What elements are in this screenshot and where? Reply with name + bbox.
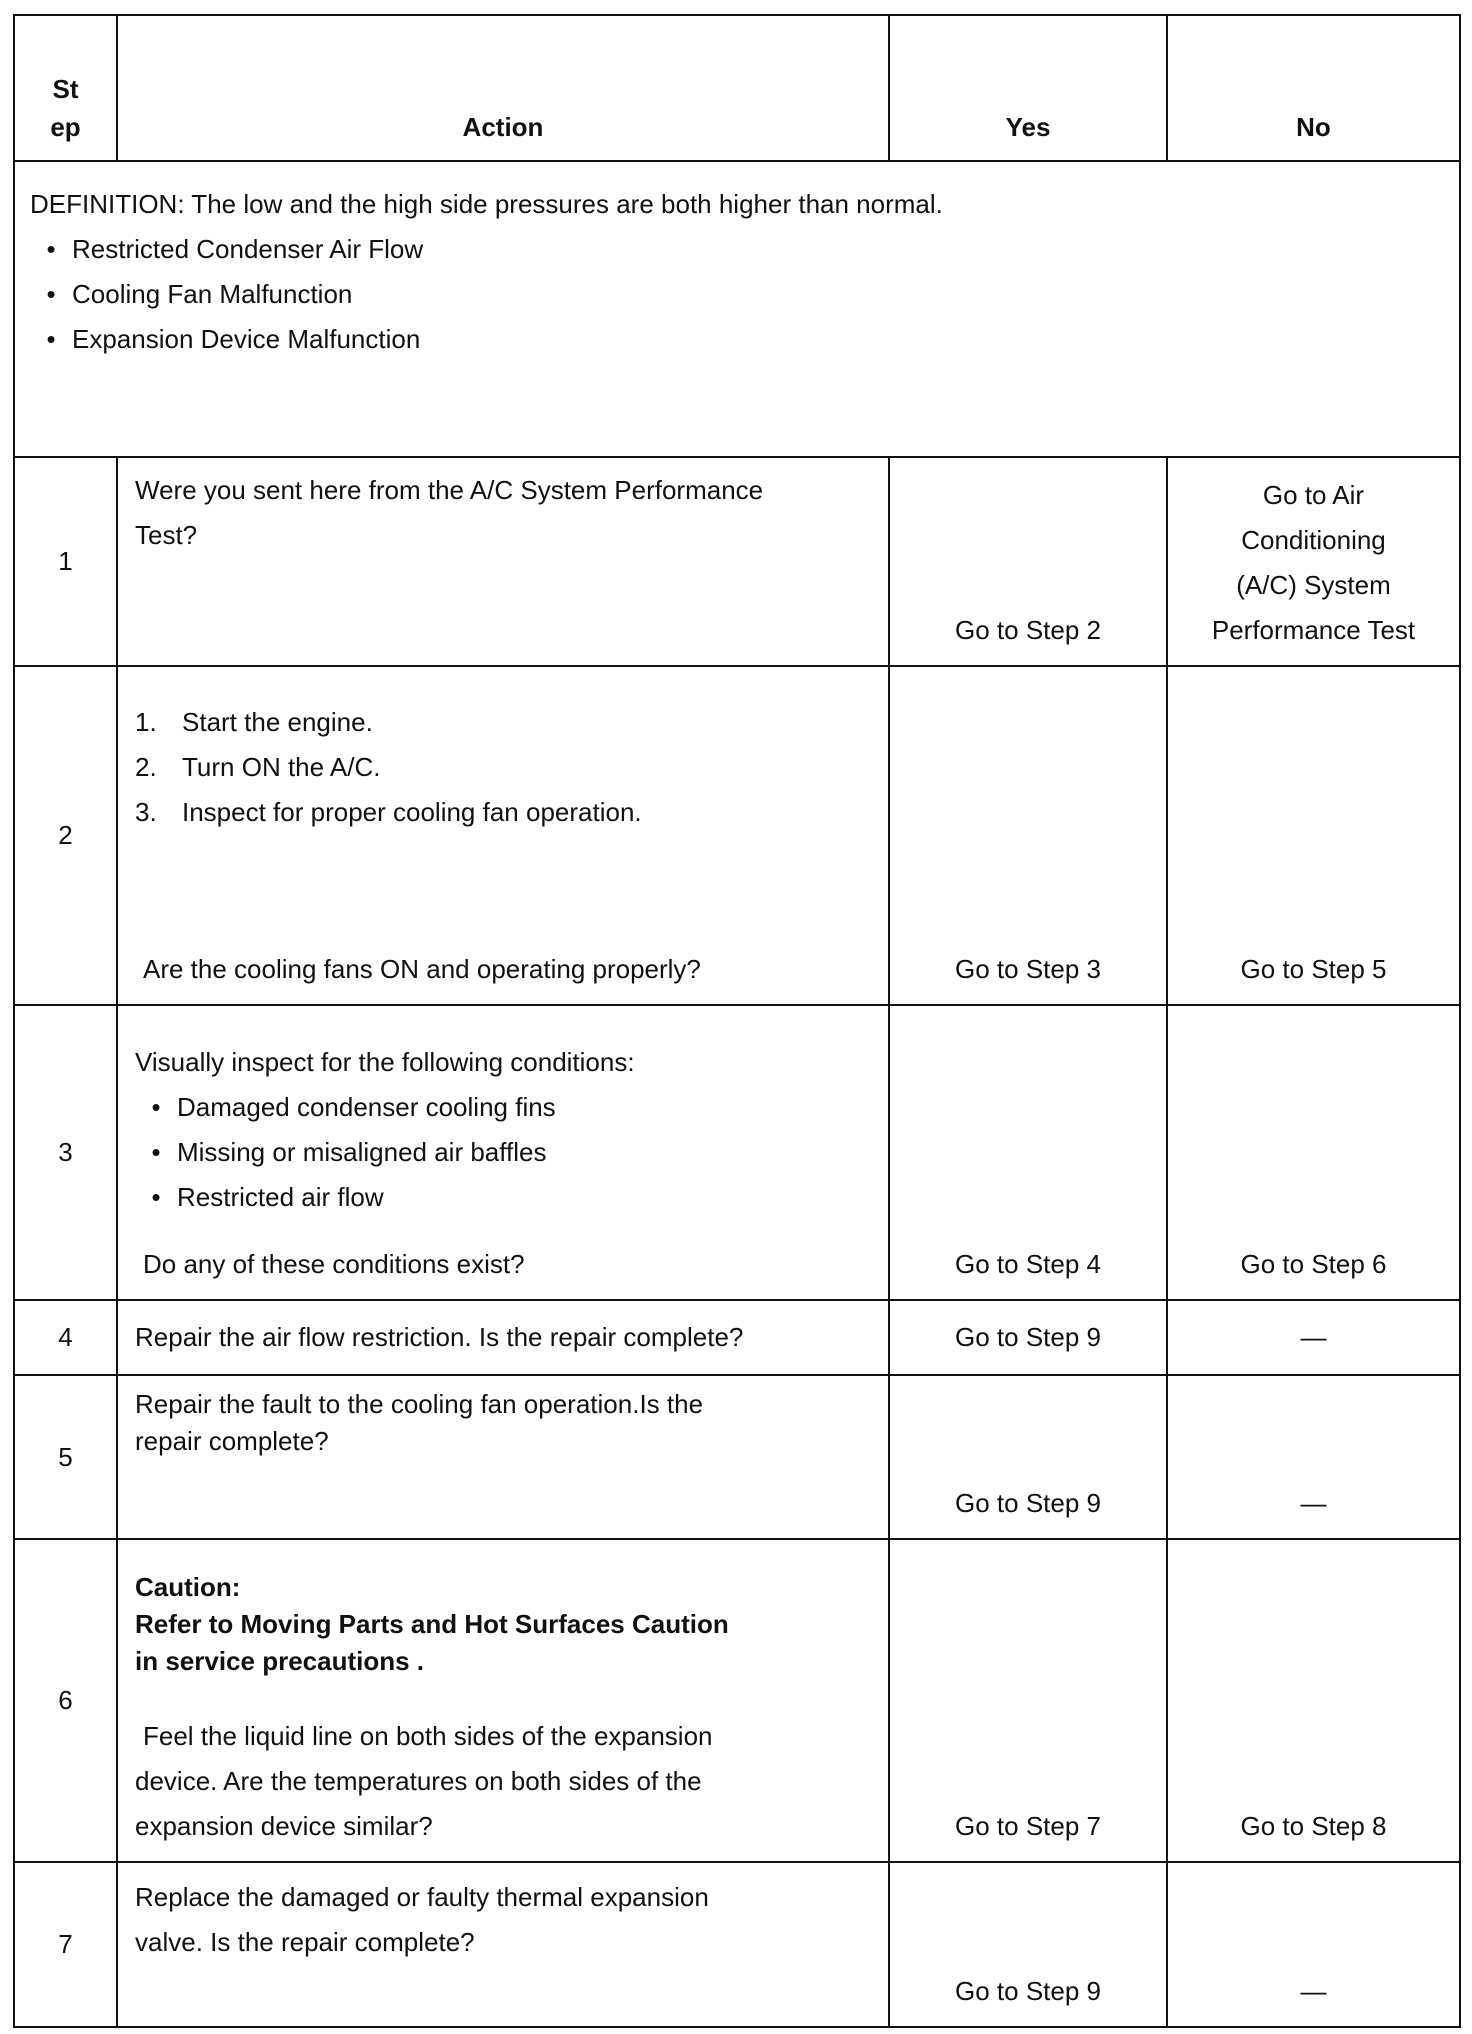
condition-bullet: • Damaged condenser cooling fins	[135, 1085, 798, 1130]
definition-text: DEFINITION: The low and the high side pressures are both higher than normal.	[30, 189, 943, 219]
action-cell	[117, 1375, 889, 1539]
step-row-1	[14, 457, 1460, 666]
action-line: Test?	[135, 520, 198, 550]
header-yes: Yes	[889, 15, 1167, 161]
condition-bullet: • Restricted air flow	[135, 1175, 798, 1220]
yes-cell: Go to Step 4	[889, 1005, 1167, 1300]
no-line: (A/C) System	[1236, 570, 1391, 600]
header-step	[14, 15, 117, 161]
header-row	[14, 15, 1460, 161]
list-item-number: 2.	[135, 752, 157, 782]
action-line: device. Are the temperatures on both sides of the	[135, 1766, 702, 1796]
definition-bullet: • Expansion Device Malfunction	[30, 317, 1444, 362]
definition-bullet: • Restricted Condenser Air Flow	[30, 227, 1444, 272]
step-number: 6	[14, 1539, 117, 1862]
header-step-line2: ep	[50, 112, 81, 142]
step-number: 1	[14, 457, 117, 666]
header-step-line1: St	[52, 74, 79, 104]
list-item-text: Inspect for proper cooling fan operation.	[182, 797, 642, 827]
yes-cell: Go to Step 2	[889, 457, 1167, 666]
list-item-text: Turn ON the A/C.	[182, 752, 381, 782]
action-line: Replace the damaged or faulty thermal expansion	[135, 1882, 709, 1912]
condition-text: Restricted air flow	[177, 1182, 384, 1212]
action-cell: Repair the air flow restriction. Is the repair complete?	[117, 1300, 889, 1375]
step-number: 2	[14, 666, 117, 1005]
step-row-3	[14, 1005, 1460, 1300]
list-item-number: 3.	[135, 797, 157, 827]
step-row-2	[14, 666, 1460, 1005]
yes-cell: Go to Step 9	[889, 1862, 1167, 2027]
action-cell	[117, 1862, 889, 2027]
list-item-text: Start the engine.	[182, 707, 373, 737]
yes-cell: Go to Step 7	[889, 1539, 1167, 1862]
step-number: 5	[14, 1375, 117, 1539]
definition-bullet-text: Expansion Device Malfunction	[72, 324, 421, 354]
numbered-list	[135, 700, 798, 835]
step-number: 4	[14, 1300, 117, 1375]
header-no: No	[1167, 15, 1460, 161]
list-item-number: 1.	[135, 707, 157, 737]
step-row-6	[14, 1539, 1460, 1862]
condition-bullet: • Missing or misaligned air baffles	[135, 1130, 798, 1175]
no-line: Go to Air	[1262, 480, 1365, 510]
no-cell: —	[1167, 1300, 1460, 1375]
action-cell	[117, 1539, 889, 1862]
action-cell	[117, 1005, 889, 1300]
action-cell	[117, 666, 889, 1005]
step-number: 7	[14, 1862, 117, 2027]
definition-bullet-text: Restricted Condenser Air Flow	[72, 234, 424, 264]
yes-cell: Go to Step 3	[889, 666, 1167, 1005]
no-cell: Go to Step 5	[1167, 666, 1460, 1005]
step-row-5	[14, 1375, 1460, 1539]
action-cell	[117, 457, 889, 666]
header-action: Action	[117, 15, 889, 161]
no-line: Performance Test	[1211, 615, 1416, 645]
definition-row	[14, 161, 1460, 457]
definition-bullet: • Cooling Fan Malfunction	[30, 272, 1444, 317]
list-item	[135, 790, 798, 835]
action-line: Feel the liquid line on both sides of the expansion	[143, 1721, 713, 1751]
action-line: Were you sent here from the A/C System Performance	[135, 475, 764, 505]
action-line: repair complete?	[135, 1426, 329, 1456]
no-line: Conditioning	[1241, 525, 1386, 555]
step-row-7	[14, 1862, 1460, 2027]
no-cell: —	[1167, 1862, 1460, 2027]
yes-cell: Go to Step 9	[889, 1375, 1167, 1539]
action-line: Repair the fault to the cooling fan operation.Is the	[135, 1389, 704, 1419]
definition-bullet-text: Cooling Fan Malfunction	[72, 279, 353, 309]
caution-line: in service precautions .	[135, 1646, 425, 1676]
caution-block	[135, 1569, 798, 1680]
list-item	[135, 745, 798, 790]
question-text: Do any of these conditions exist?	[143, 1249, 525, 1279]
no-cell: Go to Step 6	[1167, 1005, 1460, 1300]
question-text: Are the cooling fans ON and operating properly?	[143, 954, 701, 984]
action-line: valve. Is the repair complete?	[135, 1927, 475, 1957]
list-item	[135, 700, 798, 745]
condition-text: Damaged condenser cooling fins	[177, 1092, 556, 1122]
diagnostic-table	[13, 14, 1461, 2028]
caution-title: Caution:	[135, 1572, 241, 1602]
intro-text: Visually inspect for the following conditions:	[135, 1047, 635, 1077]
yes-cell: Go to Step 9	[889, 1300, 1167, 1375]
no-cell: —	[1167, 1375, 1460, 1539]
definition-cell	[14, 161, 1460, 457]
action-line: expansion device similar?	[135, 1811, 433, 1841]
step-number: 3	[14, 1005, 117, 1300]
no-cell: Go to Step 8	[1167, 1539, 1460, 1862]
step-row-4	[14, 1300, 1460, 1375]
no-cell	[1167, 457, 1460, 666]
caution-line: Refer to Moving Parts and Hot Surfaces Caution	[135, 1609, 729, 1639]
diagnostic-table-document	[13, 14, 1459, 2028]
condition-text: Missing or misaligned air baffles	[177, 1137, 547, 1167]
